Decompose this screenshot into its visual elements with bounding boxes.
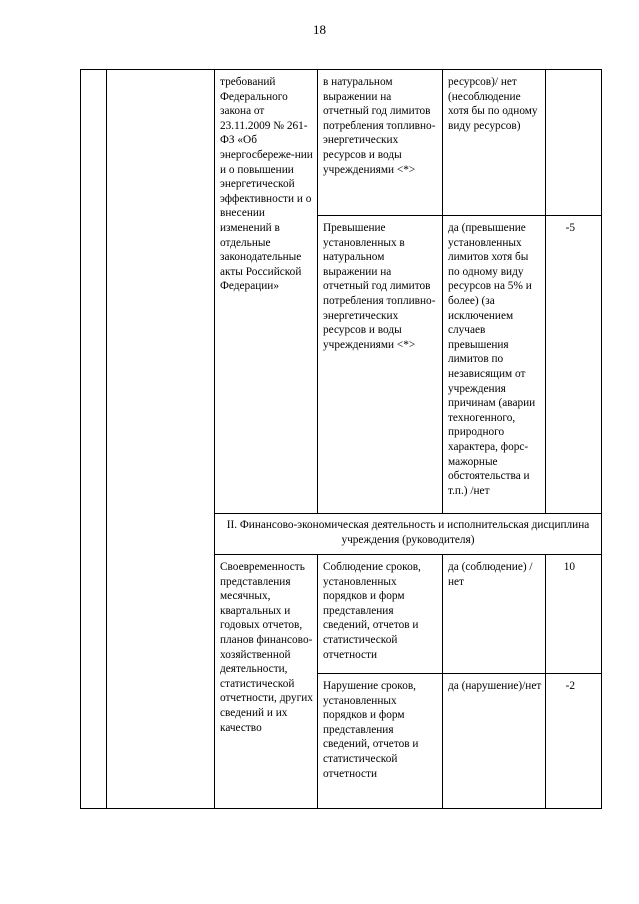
- indicator-cell: Соблюдение сроков, установленных порядков и форм представления сведений, отчетов и статистической отчетности: [318, 555, 443, 674]
- indicator-cell: Превышение установленных в натуральном выражении на отчетный год лимитов потребления топливно-энергетических ресурсов и воды учреждениями <*>: [318, 216, 443, 514]
- value-cell: да (нарушение)/нет: [443, 674, 546, 809]
- name-cell: [107, 70, 215, 809]
- value-cell: ресурсов)/ нет (несоблюдение хотя бы по одному виду ресурсов): [443, 70, 546, 216]
- points-cell: -5: [546, 216, 602, 514]
- indicator-cell: Нарушение сроков, установленных порядков и форм представления сведений, отчетов и статистической отчетности: [318, 674, 443, 809]
- table-row: [81, 70, 602, 216]
- points-cell: -2: [546, 674, 602, 809]
- page-number: 18: [313, 22, 326, 37]
- criterion-cell: требований Федерального закона от 23.11.2009 № 261-ФЗ «Об энергосбереже-нии и о повышении энергетической эффективности и о внесении изменений в отдельные законодательные акты Российской Федерации»: [215, 70, 318, 514]
- value-cell: да (соблюдение) /нет: [443, 555, 546, 674]
- section-title: II. Финансово-экономическая деятельность и исполнительская дисциплина учреждения (руководителя): [215, 514, 602, 555]
- criterion-cell: Своевременность представления месячных, квартальных и годовых отчетов, планов финансово-хозяйственной деятельности, статистической отчетности, других сведений и их качество: [215, 555, 318, 809]
- number-cell: [81, 70, 107, 809]
- points-cell: 10: [546, 555, 602, 674]
- value-cell: да (превышение установленных лимитов хотя бы по одному виду ресурсов на 5% и более) (за исключением случаев превышения лимитов по независящим от учреждения причинам (аварии техногенного, природного характера, форс-мажорные обстоятельства и т.п.) /нет: [443, 216, 546, 514]
- criteria-table: [80, 69, 602, 809]
- points-cell: [546, 70, 602, 216]
- indicator-cell: в натуральном выражении на отчетный год лимитов потребления топливно-энергетических ресурсов и воды учреждениями <*>: [318, 70, 443, 216]
